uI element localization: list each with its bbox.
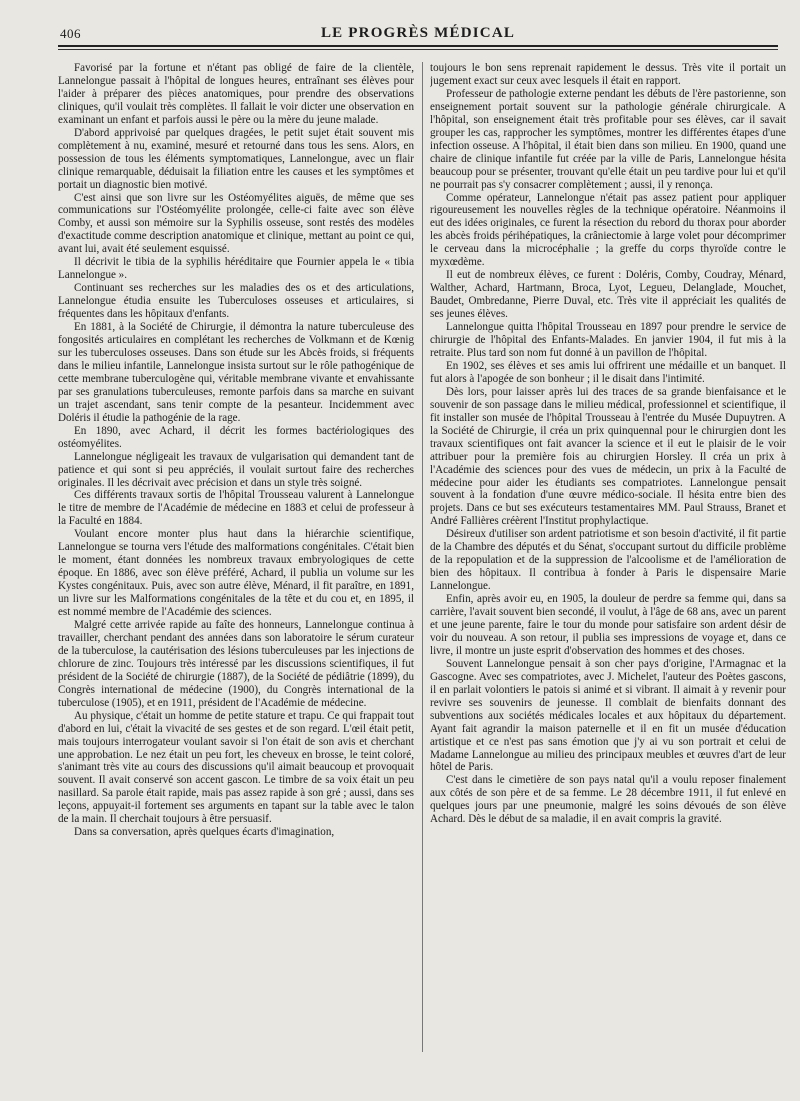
running-header	[58, 20, 778, 42]
paragraph: Enfin, après avoir eu, en 1905, la douleur de perdre sa femme qui, dans sa carrière, l'avait souvent bien secondé, il voulut, à l'âge de 68 ans, avec un parent et une jeune parente, faire le tour du monde pour satisfaire son ardent désir de voir du nouveau. A son retour, il publia ses impressions de voyage et, dans ce livre, il montre un juste esprit d'observation des hommes et des choses.	[430, 593, 786, 657]
paragraph: Lannelongue quitta l'hôpital Trousseau en 1897 pour prendre le service de chirurgie de l'hôpital des Enfants-Malades. En janvier 1904, il fut mis à la retraite. Plus tard son nom fut donné à un pavillon de l'hôpital.	[430, 321, 786, 359]
paragraph: En 1890, avec Achard, il décrit les formes bactériologiques des ostéomyélites.	[58, 424, 414, 450]
paragraph: En 1902, ses élèves et ses amis lui offrirent une médaille et un banquet. Il fut alors à l'apogée de son bonheur ; il le disait dans l'intimité.	[430, 359, 786, 385]
paragraph: Lannelongue négligeait les travaux de vulgarisation qui demandent tant de patience et qui sont si peu appréciés, il voulait surtout faire des recherches originales. Il les décrivait avec précision et dans un style très soigné.	[58, 450, 414, 489]
paragraph: En 1881, à la Société de Chirurgie, il démontra la nature tuberculeuse des fongosités articulaires en complétant les recherches de Volkmann et de Kœnig sur les tuberculoses osseuses. Dans son étude sur les Abcès froids, si fréquents dans le milieu infantile, Lannelongue insista surtout sur le rôle pathogénique de cette membrane tuberculogène qui, véritable membrane vivante et envahissante par ses granulations tuberculeuses, remonte parfois dans sa marche en suivant un trajet ascendant, sans tenir compte de la pesanteur. Incidemment avec Doléris il étudie la pathogénie de la rage.	[58, 321, 414, 424]
paragraph: Comme opérateur, Lannelongue n'était pas assez patient pour appliquer rigoureusement les nouvelles règles de la technique opératoire. Néanmoins il eut des idées originales, ce furent la résection du rebord du thorax pour aborder les abcès froids périhépatiques, la crâniectomie à large volet pour décomprimer le cerveau dans la microcéphalie ; la greffe du corps thyroïde contre le myxœdème.	[430, 191, 786, 269]
paragraph: Souvent Lannelongue pensait à son cher pays d'origine, l'Armagnac et la Gascogne. Avec ses compatriotes, avec J. Michelet, l'auteur des Poètes gascons, il en parlait volontiers le patois si animé et si vibrant. Il aimait à y revenir pour revivre ses souvenirs de jeunesse. Il comblait de bienfaits donnant des subventions aux sociétés médicales locales et aux hôpitaux du département. Ayant fait agrandir la maison paternelle et il en fit un musée d'éducation artistique et ce n'est pas sans émotion que j'y ai vu son portrait et celui de Madame Lannelongue au milieu des principaux meubles et œuvres d'art de leur hôtel de Paris.	[430, 657, 786, 774]
left-column	[58, 62, 414, 1092]
column-divider	[422, 62, 423, 1052]
paragraph: Au physique, c'était un homme de petite stature et trapu. Ce qui frappait tout d'abord en lui, c'était la vivacité de ses gestes et de son regard. L'œil était petit, mais toujours interrogateur voulant savoir si l'on était de son avis et cherchant une approbation. Le nez était un peu fort, les cheveux en brosse, le teint coloré, s'animant très vite au cours des discussions qu'il aimait beaucoup et provoquait souvent. Il avait conservé son accent gascon. Le timbre de sa voix était un peu nasillard. Sa parole était rapide, mais pas assez rapide à son gré ; aussi, dans ses leçons, appuyait-il fortement ses arguments en tapant sur la table avec le talon de la main. Il cherchait toujours à être persuasif.	[58, 709, 414, 826]
paragraph: Voulant encore monter plus haut dans la hiérarchie scientifique, Lannelongue se tourna vers l'étude des malformations congénitales. C'était bien le moment, étant données les nombreux travaux embryologiques de cette époque. En 1886, avec son élève préféré, Achard, il publia un volume sur les Kystes congénitaux. Puis, avec son autre élève, Ménard, il fit paraître, en 1891, un livre sur les Malformations congénitales de la tête et du cou et, en 1895, il est nommé membre de l'Académie des sciences.	[58, 528, 414, 619]
paragraph: C'est ainsi que son livre sur les Ostéomyélites aiguës, de même que ses communications sur l'Ostéomyélite prolongée, celle-ci faite avec son élève Comby, et aussi son mémoire sur la Syphilis osseuse, sont restés des modèles d'exactitude comme description anatomique et clinique, mettant au point ce qui, avant lui, avait été seulement esquissé.	[58, 191, 414, 256]
paragraph: Dès lors, pour laisser après lui des traces de sa grande bienfaisance et le souvenir de son passage dans le milieu médical, professionnel et scientifique, il fit installer son musée de l'hôpital Trousseau à l'entrée du Musée Dupuytren. A la Société de Chirurgie, il créa un prix quinquennal pour le chirurgien dont les travaux scientifiques ont fait avancer la science et il eut le plaisir de le voir attribuer pour la première fois au chirurgien Horsley. Il créa un prix à l'Académie des sciences pour des vues de médecin, un prix à la Faculté de médecine pour aider les étudiants ses compatriotes. Lannelongue pensait souvent à la fondation d'une œuvre médico-sociale. Il hésita entre bien des projets. Dans ce but ses exécuteurs testamentaires MM. Paul Strauss, Branet et André Fallières créèrent l'Institut prophylactique.	[430, 385, 786, 528]
header-rule-thick	[58, 45, 778, 47]
paragraph: Professeur de pathologie externe pendant les débuts de l'ère pastorienne, son enseignement portait souvent sur la pathologie générale chirurgicale. A l'hôpital, son enseignement était très profitable pour ses élèves, car il savait grouper les cas, rapprocher les symptômes, montrer les différentes étapes d'une infection osseuse. A l'hôpital, il était bien dans son milieu. En 1900, quand une chaire de clinique infantile fut créée par la ville de Paris, Lannelongue hésita beaucoup pour se présenter, trouvant qu'elle était un peu tardive pour lui et qu'il ne pourrait pas s'y consacrer complètement ; aussi, il y renonça.	[430, 87, 786, 191]
right-column	[430, 62, 786, 1092]
paragraph: Malgré cette arrivée rapide au faîte des honneurs, Lannelongue continua à travailler, cherchant pendant des années dans son laboratoire le sérum curateur de la tuberculose, la cautérisation des lésions tuberculeuses par les injections de chlorure de zinc. Toujours très intéressé par les discussions scientifiques, il fut président de la Société de chirurgie (1887), de la Société de pédiâtrie (1899), du Congrès international de médecine (1900), du Congrès international de la tuberculose (1905), et en 1911, président de l'Académie de médecine.	[58, 618, 414, 709]
paragraph: Désireux d'utiliser son ardent patriotisme et son besoin d'activité, il fit partie de la Chambre des députés et du Sénat, s'occupant surtout du difficile problème de la repopulation et de la suppression de l'alcoolisme et de l'amélioration de bien des hôpitaux. Il contribua à fonder à Paris le dispensaire Marie Lannelongue.	[430, 528, 786, 593]
journal-title: LE PROGRÈS MÉDICAL	[320, 25, 516, 41]
paragraph: C'est dans le cimetière de son pays natal qu'il a voulu reposer finalement aux côtés de son père et de sa femme. Le 28 décembre 1911, il fut enlevé en quelques jours par une pneumonie, malgré les soins dévoués de son élève Achard. Dès le début de sa maladie, il en avait compris la gravité.	[430, 774, 786, 826]
paragraph: Favorisé par la fortune et n'étant pas obligé de faire de la clientèle, Lannelongue passait à l'hôpital de longues heures, entraînant ses élèves pour l'aider à préparer des pièces anatomiques, pour prendre des observations cliniques, qu'il voulait très complètes. Il fallait le voir dicter une observation en examinant un enfant et parfois aussi le père ou la mère du jeune malade.	[58, 62, 414, 126]
paragraph: D'abord apprivoisé par quelques dragées, le petit sujet était souvent mis complètement à nu, examiné, mesuré et retourné dans tous les sens. Alors, en possession de tous les éléments symptomatiques, Lannelongue, avec un flair clinique remarquable, déduisait la filiation entre les causes et les symptômes et portait un diagnostic bien motivé.	[58, 126, 414, 191]
paragraph: Dans sa conversation, après quelques écarts d'imagination,	[74, 826, 335, 839]
paragraph: Continuant ses recherches sur les maladies des os et des articulations, Lannelongue étudia ensuite les Tuberculoses osseuses et articulaires, si fréquentes dans les hôpitaux d'enfants.	[58, 282, 414, 321]
paragraph: Il eut de nombreux élèves, ce furent : Doléris, Comby, Coudray, Ménard, Walther, Achard, Hartmann, Broca, Lyot, Legueu, Delanglade, Mouchet, Baudet, Ombredanne, Pierre Duval, etc. Très vite il appréciait les qualités de ses jeunes élèves.	[430, 269, 786, 321]
header-rule-thin	[58, 49, 778, 50]
page-number: 406	[60, 26, 81, 41]
paragraph: Il décrivit le tibia de la syphilis héréditaire que Fournier appela le « tibia Lannelongue ».	[58, 256, 414, 282]
paragraph: Ces différents travaux sortis de l'hôpital Trousseau valurent à Lannelongue le titre de membre de l'Académie de médecine en 1883 et celui de professeur à la Faculté en 1884.	[58, 489, 414, 528]
paragraph-continued: toujours le bon sens reprenait rapidement le dessus. Très vite il portait un jugement exact sur ceux avec lesquels il était en rapport.	[430, 62, 786, 87]
